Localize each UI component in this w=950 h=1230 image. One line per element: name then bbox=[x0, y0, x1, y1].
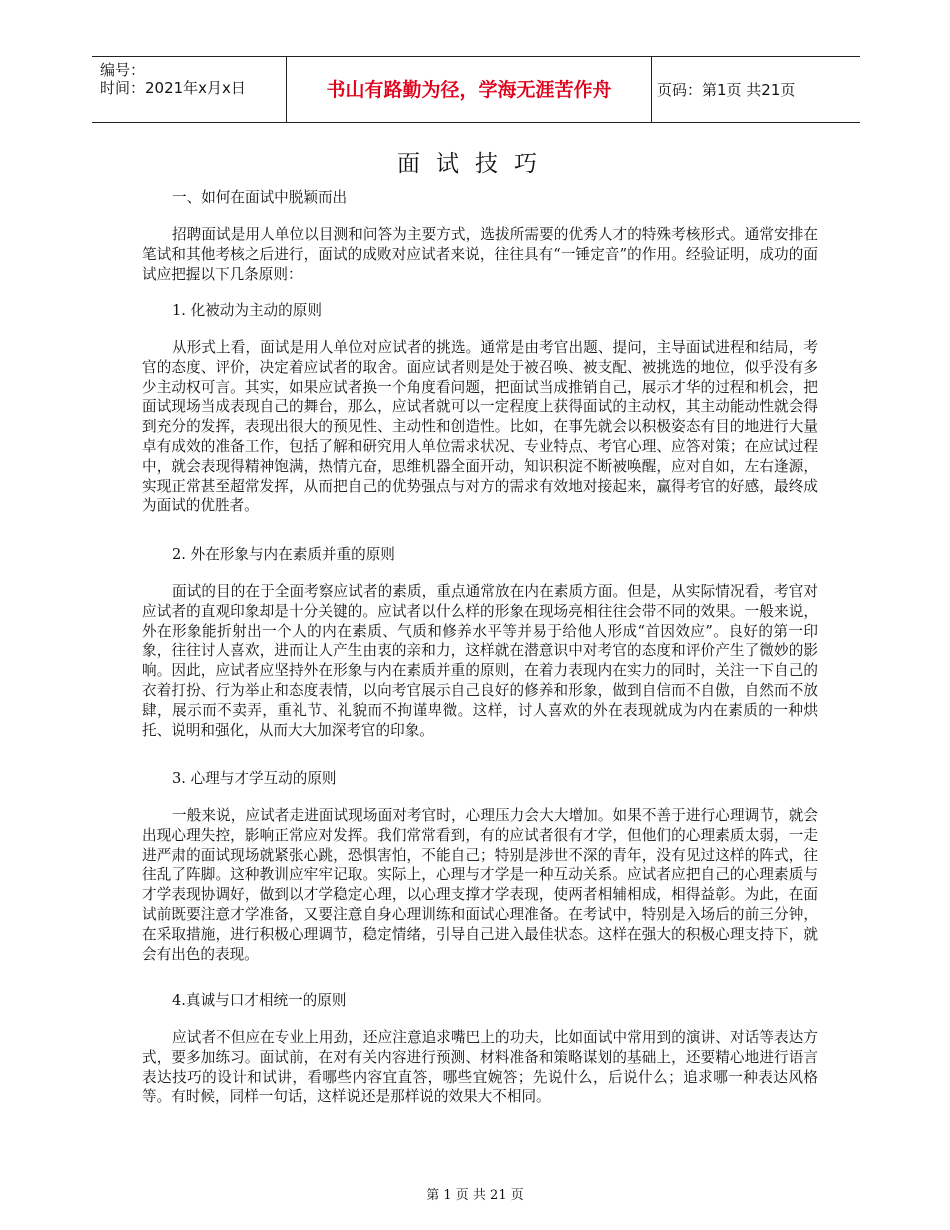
header-bottom-rule bbox=[92, 122, 860, 123]
document-title: 面试技巧 bbox=[397, 151, 553, 177]
header-info-cell bbox=[92, 56, 286, 122]
page-count-label: 页码：第1页 共21页 bbox=[657, 81, 796, 99]
principle-2-paragraph: 面试的目的在于全面考察应试者的素质，重点通常放在内在素质方面。但是，从实际情况看，考官对应试者的直观印象却是十分关键的。应试者以什么样的形象在现场亮相往往会带不同的效果。一般来说，外在形象能折射出一个人的内在素质、气质和修养水平等并易于给他人形成“首因效应”。良好的第一印象，往往讨人喜欢，进而让人产生由衷的亲和力，这样就在潜意识中对考官的态度和评价产生了微妙的影响。因此，应试者应坚持外在形象与内在素质并重的原则，在着力表现内在实力的同时，关注一下自己的衣着打扮、行为举止和态度表情，以向考官展示自己良好的修养和形象，做到自信而不自傲，自然而不放肆，展示而不卖弄，重礼节、礼貌而不拘谨卑微。这样，讨人喜欢的外在表现就成为内在素质的一种烘托、说明和强化，从而大大加深考官的印象。 bbox=[142, 583, 818, 739]
document-number-label: 编号： bbox=[100, 61, 146, 79]
header-motto-cell bbox=[286, 56, 652, 122]
principle-1-paragraph: 从形式上看，面试是用人单位对应试者的挑选。通常是由考官出题、提问，主导面试进程和结局，考官的态度、评价，决定着应试者的取舍。面应试者则是处于被召唤、被支配、被挑选的地位，似乎没有多少主动权可言。其实，如果应试者换一个角度看问题，把面试当成推销自己，展示才华的过程和机会，把面试现场当成表现自己的舞台，那么，应试者就可以一定程度上获得面试的主动权，其主动能动性就会得到充分的发挥，表现出很大的预见性、主动性和创造性。比如，在事先就会以积极姿态有目的地进行大量卓有成效的准备工作，包括了解和研究用人单位需求状况、专业特点、考官心理、应答对策；在应试过程中，就会表现得精神饱满，热情亢奋，思维机器全面开动，知识积淀不断被唤醒，应对自如，左右逢源，实现正常甚至超常发挥，从而把自己的优势强点与对方的需求有效地对接起来，赢得考官的好感，最终成为面试的优胜者。 bbox=[142, 339, 818, 515]
principle-4-paragraph: 应试者不但应在专业上用劲，还应注意追求嘴巴上的功夫，比如面试中常用到的演讲、对话等表达方式，要多加练习。面试前，在对有关内容进行预测、材料准备和策略谋划的基础上，还要精心地进行语言表达技巧的设计和试讲，看哪些内容宜直答，哪些宜婉答；先说什么，后说什么；追求哪一种表达风格等。有时候，同样一句话，这样说还是那样说的效果大不相同。 bbox=[142, 1029, 818, 1106]
principle-4-heading: 4.真诚与口才相统一的原则 bbox=[172, 992, 347, 1009]
principle-1-heading: 1. 化被动为主动的原则 bbox=[172, 302, 322, 319]
intro-paragraph: 招聘面试是用人单位以目测和问答为主要方式，选拔所需要的优秀人才的特殊考核形式。通常安排在笔试和其他考核之后进行，面试的成败对应试者来说，往往具有“一锤定音”的作用。经验证明，成功的面试应把握以下几条原则： bbox=[142, 226, 818, 283]
section-heading: 一、如何在面试中脱颖而出 bbox=[172, 189, 348, 206]
page-footer: 第 1 页 共 21 页 bbox=[426, 1188, 524, 1203]
principle-3-paragraph: 一般来说，应试者走进面试现场面对考官时，心理压力会大大增加。如果不善于进行心理调节，就会出现心理失控，影响正常应对发挥。我们常常看到，有的应试者很有才学，但他们的心理素质太弱，一走进严肃的面试现场就紧张心跳，恐惧害怕，不能自己；特别是涉世不深的青年，没有见过这样的阵式，往往乱了阵脚。这种教训应牢牢记取。实际上，心理与才学是一种互动关系。应试者应把自己的心理素质与才学表现协调好，做到以才学稳定心理，以心理支撑才学表现，使两者相辅相成，相得益彰。为此，在面试前既要注意才学准备，又要注意自身心理训练和面试心理准备。在考试中，特别是入场后的前三分钟，在采取措施，进行积极心理调节，稳定情绪，引导自己进入最佳状态。这样在强大的积极心理支持下，就会有出色的表现。 bbox=[142, 807, 818, 963]
document-time-label: 时间：2021年x月x日 bbox=[100, 79, 246, 97]
principle-2-heading: 2. 外在形象与内在素质并重的原则 bbox=[172, 546, 395, 563]
header-page-cell bbox=[651, 56, 860, 122]
principle-3-heading: 3. 心理与才学互动的原则 bbox=[172, 770, 337, 787]
motto-text: 书山有路勤为径，学海无涯苦作舟 bbox=[326, 79, 612, 101]
